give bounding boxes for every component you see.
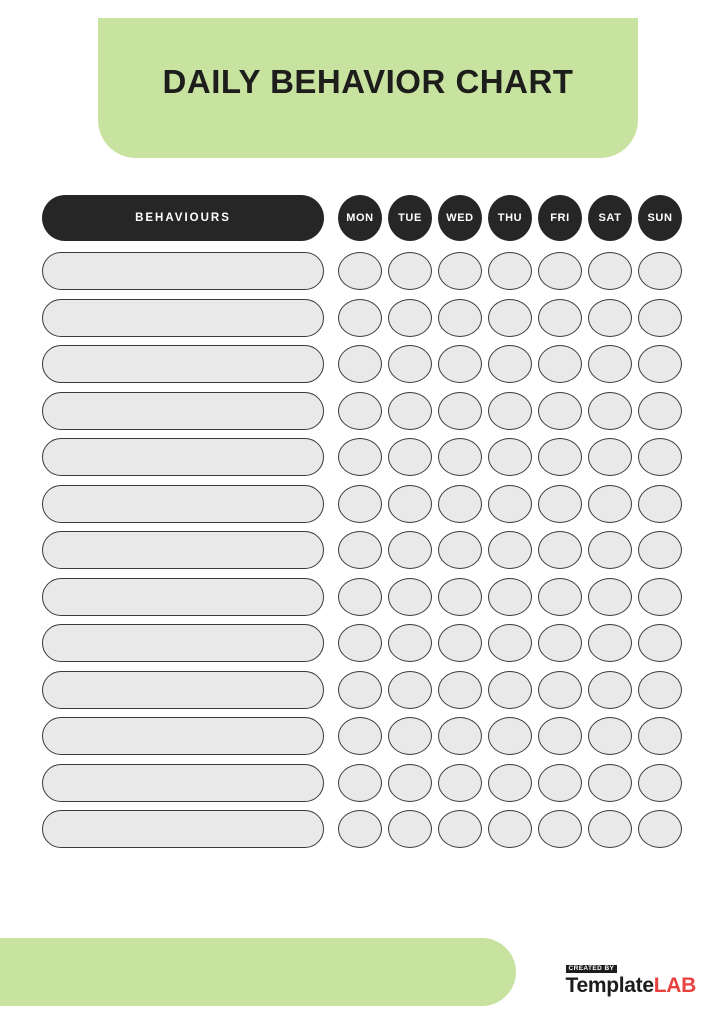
check-circle-sat[interactable] xyxy=(588,485,632,523)
check-circle-mon[interactable] xyxy=(338,438,382,476)
check-circle-thu[interactable] xyxy=(488,438,532,476)
day-header-tue-label: TUE xyxy=(398,212,422,224)
check-circle-thu[interactable] xyxy=(488,252,532,290)
check-circle-tue[interactable] xyxy=(388,810,432,848)
brand-name xyxy=(566,975,697,996)
table-row xyxy=(42,299,682,337)
check-circle-sun[interactable] xyxy=(638,671,682,709)
day-header-fri xyxy=(538,195,582,241)
templatelab-logo xyxy=(566,958,697,997)
behaviour-input[interactable] xyxy=(42,299,324,337)
check-cells xyxy=(338,531,682,569)
check-circle-mon[interactable] xyxy=(338,671,382,709)
check-circle-thu[interactable] xyxy=(488,671,532,709)
check-circle-sat[interactable] xyxy=(588,252,632,290)
check-circle-mon[interactable] xyxy=(338,531,382,569)
check-circle-fri[interactable] xyxy=(538,764,582,802)
check-cells xyxy=(338,764,682,802)
check-circle-tue[interactable] xyxy=(388,345,432,383)
table-row xyxy=(42,717,682,755)
day-header-tue xyxy=(388,195,432,241)
check-circle-wed[interactable] xyxy=(438,578,482,616)
check-circle-sun[interactable] xyxy=(638,438,682,476)
check-cells xyxy=(338,624,682,662)
check-circle-sun[interactable] xyxy=(638,578,682,616)
day-header-wed xyxy=(438,195,482,241)
check-circle-mon[interactable] xyxy=(338,252,382,290)
check-cells xyxy=(338,438,682,476)
check-circle-thu[interactable] xyxy=(488,485,532,523)
check-circle-sat[interactable] xyxy=(588,438,632,476)
check-circle-fri[interactable] xyxy=(538,578,582,616)
table-row xyxy=(42,392,682,430)
check-circle-sat[interactable] xyxy=(588,578,632,616)
behaviour-input[interactable] xyxy=(42,438,324,476)
check-circle-thu[interactable] xyxy=(488,810,532,848)
day-header-fri-label: FRI xyxy=(550,212,570,224)
check-circle-sat[interactable] xyxy=(588,392,632,430)
check-circle-fri[interactable] xyxy=(538,299,582,337)
table-row xyxy=(42,485,682,523)
behaviours-header-label: BEHAVIOURS xyxy=(135,212,231,224)
check-circle-wed[interactable] xyxy=(438,810,482,848)
check-circle-thu[interactable] xyxy=(488,578,532,616)
check-circle-fri[interactable] xyxy=(538,671,582,709)
check-circle-sat[interactable] xyxy=(588,717,632,755)
check-circle-sun[interactable] xyxy=(638,345,682,383)
check-circle-sun[interactable] xyxy=(638,485,682,523)
check-circle-wed[interactable] xyxy=(438,438,482,476)
brand-name-template: Template xyxy=(565,974,654,997)
check-circle-thu[interactable] xyxy=(488,345,532,383)
check-circle-mon[interactable] xyxy=(338,485,382,523)
behaviour-input[interactable] xyxy=(42,392,324,430)
check-circle-sun[interactable] xyxy=(638,764,682,802)
day-header-thu xyxy=(488,195,532,241)
check-circle-sat[interactable] xyxy=(588,531,632,569)
check-circle-fri[interactable] xyxy=(538,485,582,523)
check-circle-tue[interactable] xyxy=(388,252,432,290)
check-cells xyxy=(338,345,682,383)
check-circle-thu[interactable] xyxy=(488,624,532,662)
day-header-sun xyxy=(638,195,682,241)
check-circle-mon[interactable] xyxy=(338,345,382,383)
check-circle-sun[interactable] xyxy=(638,717,682,755)
check-cells xyxy=(338,299,682,337)
check-circle-wed[interactable] xyxy=(438,764,482,802)
check-circle-fri[interactable] xyxy=(538,345,582,383)
table-row xyxy=(42,764,682,802)
check-circle-wed[interactable] xyxy=(438,299,482,337)
behaviour-input[interactable] xyxy=(42,578,324,616)
table-row xyxy=(42,578,682,616)
check-circle-fri[interactable] xyxy=(538,624,582,662)
behaviour-input[interactable] xyxy=(42,671,324,709)
check-circle-mon[interactable] xyxy=(338,578,382,616)
behaviour-input[interactable] xyxy=(42,252,324,290)
check-circle-fri[interactable] xyxy=(538,252,582,290)
page-title: DAILY BEHAVIOR CHART xyxy=(162,63,574,100)
check-circle-sun[interactable] xyxy=(638,531,682,569)
check-cells xyxy=(338,810,682,848)
day-header-sat xyxy=(588,195,632,241)
table-row xyxy=(42,531,682,569)
brand-name-lab: LAB xyxy=(653,974,696,997)
table-row xyxy=(42,252,682,290)
check-circle-wed[interactable] xyxy=(438,624,482,662)
check-circle-tue[interactable] xyxy=(388,299,432,337)
check-cells xyxy=(338,485,682,523)
check-circle-sat[interactable] xyxy=(588,671,632,709)
check-circle-wed[interactable] xyxy=(438,531,482,569)
table-rows xyxy=(42,252,682,848)
day-header-mon-label: MON xyxy=(346,212,374,224)
behaviour-input[interactable] xyxy=(42,764,324,802)
check-circle-thu[interactable] xyxy=(488,392,532,430)
day-header-thu-label: THU xyxy=(497,212,523,224)
check-cells xyxy=(338,252,682,290)
behaviours-column-header xyxy=(42,195,324,241)
check-circle-mon[interactable] xyxy=(338,764,382,802)
table-row xyxy=(42,438,682,476)
check-circle-tue[interactable] xyxy=(388,438,432,476)
behaviour-input[interactable] xyxy=(42,624,324,662)
check-circle-mon[interactable] xyxy=(338,624,382,662)
table-header-row xyxy=(42,194,682,242)
behaviour-input[interactable] xyxy=(42,717,324,755)
behavior-chart-table xyxy=(42,194,682,857)
check-circle-mon[interactable] xyxy=(338,299,382,337)
check-circle-sun[interactable] xyxy=(638,392,682,430)
check-circle-mon[interactable] xyxy=(338,392,382,430)
check-circle-sun[interactable] xyxy=(638,252,682,290)
table-row xyxy=(42,810,682,848)
check-cells xyxy=(338,717,682,755)
check-circle-mon[interactable] xyxy=(338,717,382,755)
check-circle-fri[interactable] xyxy=(538,392,582,430)
check-circle-wed[interactable] xyxy=(438,717,482,755)
day-header-cells xyxy=(338,195,682,241)
check-circle-wed[interactable] xyxy=(438,392,482,430)
table-row xyxy=(42,345,682,383)
check-circle-tue[interactable] xyxy=(388,485,432,523)
created-by-label: CREATED BY xyxy=(566,965,618,974)
check-circle-tue[interactable] xyxy=(388,717,432,755)
check-circle-sat[interactable] xyxy=(588,345,632,383)
check-circle-thu[interactable] xyxy=(488,299,532,337)
check-circle-fri[interactable] xyxy=(538,810,582,848)
header-banner xyxy=(98,18,638,158)
behaviour-input[interactable] xyxy=(42,485,324,523)
day-header-sat-label: SAT xyxy=(598,212,622,224)
check-circle-sun[interactable] xyxy=(638,624,682,662)
check-circle-wed[interactable] xyxy=(438,485,482,523)
check-circle-tue[interactable] xyxy=(388,764,432,802)
check-circle-sat[interactable] xyxy=(588,764,632,802)
behaviour-input[interactable] xyxy=(42,345,324,383)
check-circle-sat[interactable] xyxy=(588,810,632,848)
check-circle-tue[interactable] xyxy=(388,392,432,430)
day-header-sun-label: SUN xyxy=(647,212,673,224)
check-circle-sun[interactable] xyxy=(638,299,682,337)
day-header-mon xyxy=(338,195,382,241)
check-circle-wed[interactable] xyxy=(438,671,482,709)
check-cells xyxy=(338,671,682,709)
footer-band xyxy=(0,938,516,1006)
check-circle-tue[interactable] xyxy=(388,531,432,569)
check-circle-sat[interactable] xyxy=(588,624,632,662)
check-circle-sat[interactable] xyxy=(588,299,632,337)
check-cells xyxy=(338,578,682,616)
check-circle-fri[interactable] xyxy=(538,531,582,569)
check-circle-fri[interactable] xyxy=(538,438,582,476)
check-circle-thu[interactable] xyxy=(488,531,532,569)
day-header-wed-label: WED xyxy=(446,212,474,224)
check-cells xyxy=(338,392,682,430)
check-circle-mon[interactable] xyxy=(338,810,382,848)
check-circle-fri[interactable] xyxy=(538,717,582,755)
table-row xyxy=(42,671,682,709)
check-circle-tue[interactable] xyxy=(388,578,432,616)
check-circle-thu[interactable] xyxy=(488,764,532,802)
behaviour-input[interactable] xyxy=(42,810,324,848)
check-circle-sun[interactable] xyxy=(638,810,682,848)
behaviour-input[interactable] xyxy=(42,531,324,569)
check-circle-tue[interactable] xyxy=(388,671,432,709)
check-circle-tue[interactable] xyxy=(388,624,432,662)
check-circle-wed[interactable] xyxy=(438,345,482,383)
check-circle-wed[interactable] xyxy=(438,252,482,290)
table-row xyxy=(42,624,682,662)
check-circle-thu[interactable] xyxy=(488,717,532,755)
